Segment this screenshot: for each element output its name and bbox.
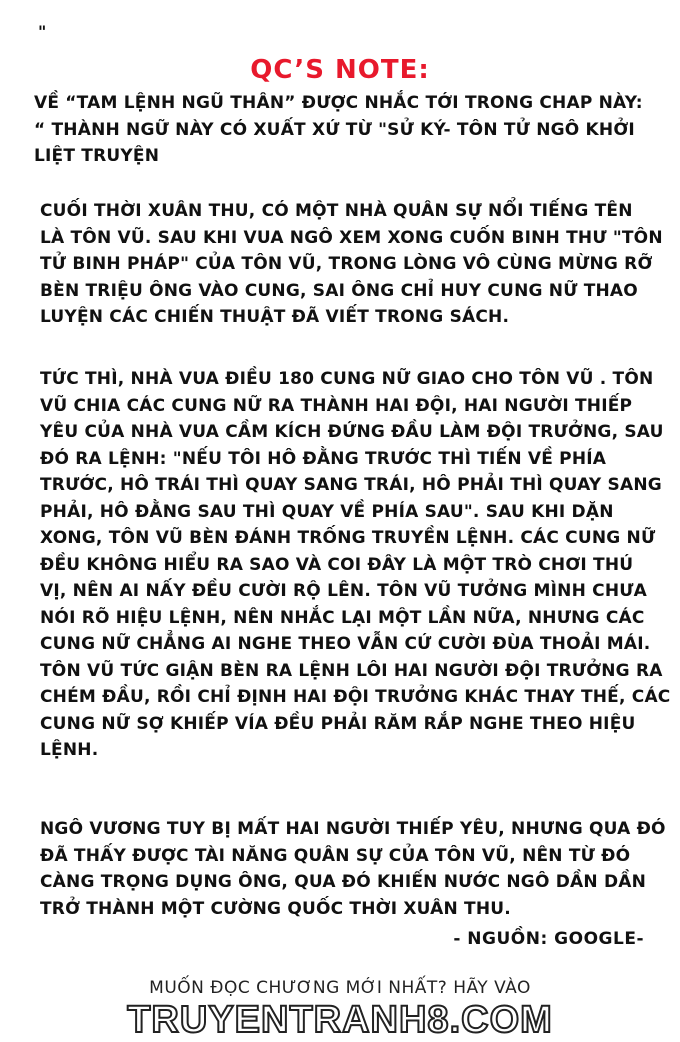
paragraph-line: LÀ TÔN VŨ. SAU KHI VUA NGÔ XEM XONG CUỐN BINH THƯ "TÔN — [40, 227, 663, 248]
source-credit: - NGUỒN: GOOGLE- — [453, 929, 644, 949]
promo-text: MUỐN ĐỌC CHƯƠNG MỚI NHẤT? HÃY VÀO — [149, 978, 531, 998]
note-intro — [34, 90, 654, 170]
paragraph-line: PHẢI, HÔ ĐẰNG SAU THÌ QUAY VỀ PHÍA SAU". SAU KHI DẶN — [40, 501, 614, 522]
paragraph-2 — [40, 366, 671, 764]
paragraph-line: CHÉM ĐẦU, RỒI CHỈ ĐỊNH HAI ĐỘI TRƯỞNG KHÁC THAY THẾ, CÁC — [40, 687, 671, 707]
paragraph-line: ĐÃ THẤY ĐƯỢC TÀI NĂNG QUÂN SỰ CỦA TÔN VŨ, NÊN TỪ ĐÓ — [40, 845, 631, 866]
paragraph-line: TỨC THÌ, NHÀ VUA ĐIỀU 180 CUNG NỮ GIAO CHO TÔN VŨ . TÔN — [40, 369, 654, 389]
paragraph-line: ĐÓ RA LỆNH: "NẾU TÔI HÔ ĐẰNG TRƯỚC THÌ TIẾN VỀ PHÍA — [40, 448, 607, 469]
paragraph-line: YÊU CỦA NHÀ VUA CẦM KÍCH ĐỨNG ĐẦU LÀM ĐỘI TRƯỞNG, SAU — [40, 422, 664, 442]
note-title: QC’S NOTE: — [250, 55, 430, 85]
paragraph-3 — [40, 816, 666, 922]
paragraph-line: TRƯỚC, HÔ TRÁI THÌ QUAY SANG TRÁI, HÔ PHẢI THÌ QUAY SANG — [40, 475, 662, 495]
paragraph-1 — [40, 198, 663, 331]
paragraph-line: TRỞ THÀNH MỘT CƯỜNG QUỐC THỜI XUÂN THU. — [40, 898, 511, 919]
paragraph-line: CÀNG TRỌNG DỤNG ÔNG, QUA ĐÓ KHIẾN NƯỚC NGÔ DẦN DẦN — [40, 872, 647, 892]
intro-line: LIỆT TRUYỆN — [34, 146, 160, 166]
paragraph-line: CUỐI THỜI XUÂN THU, CÓ MỘT NHÀ QUÂN SỰ NỔI TIẾNG TÊN — [40, 201, 633, 221]
opening-quote-mark: " — [38, 22, 47, 41]
paragraph-line: BÈN TRIỆU ÔNG VÀO CUNG, SAI ÔNG CHỈ HUY CUNG NỮ THAO — [40, 280, 638, 301]
paragraph-line: VŨ CHIA CÁC CUNG NỮ RA THÀNH HAI ĐỘI, HAI NGƯỜI THIẾP — [40, 395, 633, 416]
paragraph-line: VỊ, NÊN AI NẤY ĐỀU CƯỜI RỘ LÊN. TÔN VŨ TƯỞNG MÌNH CHƯA — [40, 581, 648, 601]
paragraph-line: LỆNH. — [40, 740, 99, 760]
paragraph-line: CUNG NỮ SỢ KHIẾP VÍA ĐỀU PHẢI RĂM RẮP NGHE THEO HIỆU — [40, 713, 636, 734]
paragraph-line: ĐỀU KHÔNG HIỂU RA SAO VÀ COI ĐÂY LÀ MỘT TRÒ CHƠI THÚ — [40, 554, 634, 575]
paragraph-line: NÓI RÕ HIỆU LỆNH, NÊN NHẮC LẠI MỘT LẦN NỮA, NHƯNG CÁC — [40, 607, 645, 628]
site-watermark: TRUYENTRANH8.COM — [127, 999, 553, 1041]
paragraph-line: TÔN VŨ TỨC GIẬN BÈN RA LỆNH LÔI HAI NGƯỜI ĐỘI TRƯỞNG RA — [40, 660, 663, 681]
paragraph-line: NGÔ VƯƠNG TUY BỊ MẤT HAI NGƯỜI THIẾP YÊU, NHƯNG QUA ĐÓ — [40, 819, 666, 839]
paragraph-line: TỬ BINH PHÁP" CỦA TÔN VŨ, TRONG LÒNG VÔ CÙNG MỪNG RỠ — [40, 254, 653, 274]
intro-line: “ THÀNH NGỮ NÀY CÓ XUẤT XỨ TỪ "SỬ KÝ- TÔN TỬ NGÔ KHỞI — [34, 119, 635, 140]
paragraph-line: XONG, TÔN VŨ BÈN ĐÁNH TRỐNG TRUYỀN LỆNH. CÁC CUNG NỮ — [40, 528, 656, 548]
paragraph-line: CUNG NỮ CHẲNG AI NGHE THEO VẪN CỨ CƯỜI ĐÙA THOẢI MÁI. — [40, 634, 651, 654]
intro-line: VỀ “TAM LỆNH NGŨ THÂN” ĐƯỢC NHẮC TỚI TRONG CHAP NÀY: — [34, 93, 643, 113]
paragraph-line: LUYỆN CÁC CHIẾN THUẬT ĐÃ VIẾT TRONG SÁCH. — [40, 307, 510, 327]
